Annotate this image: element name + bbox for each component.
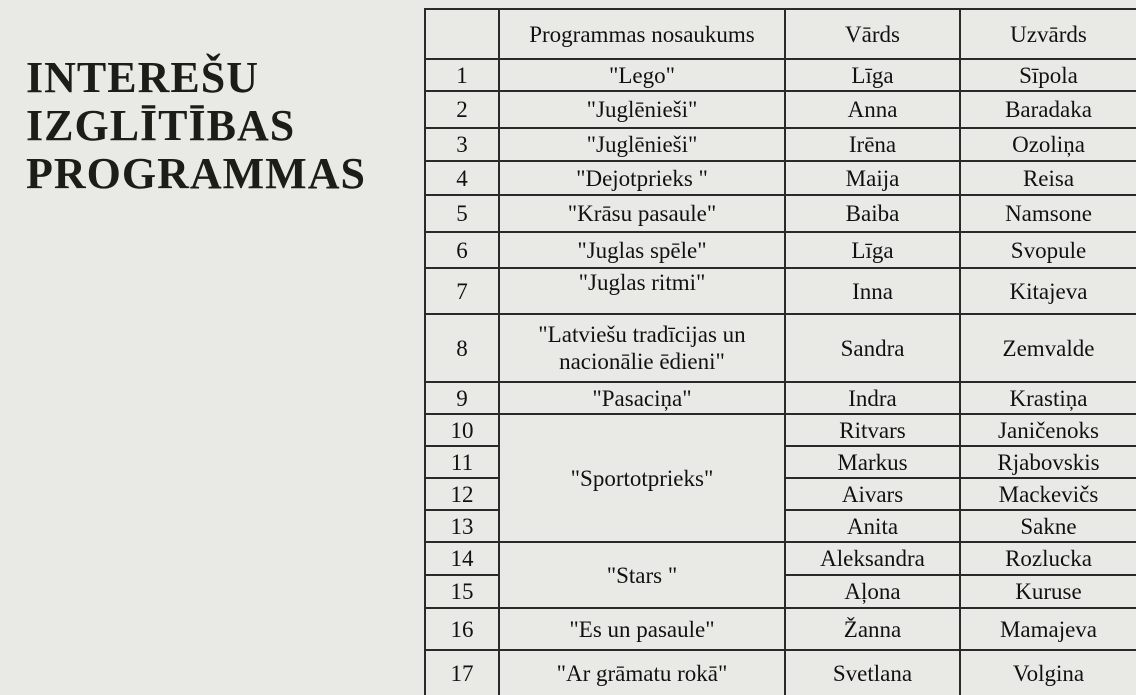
row-surname: Svopule [960, 232, 1136, 268]
row-number: 6 [425, 232, 499, 268]
table-row [425, 650, 1136, 695]
row-program: "Sportotprieks" [499, 414, 785, 542]
row-surname: Baradaka [960, 91, 1136, 128]
row-name: Inna [785, 268, 960, 314]
row-name: Līga [785, 59, 960, 91]
row-program: "Juglas spēle" [499, 232, 785, 268]
row-name: Žanna [785, 608, 960, 650]
table-row [425, 314, 1136, 382]
row-name: Maija [785, 161, 960, 195]
row-name: Aļona [785, 575, 960, 608]
row-number: 3 [425, 128, 499, 161]
table-row [425, 382, 1136, 414]
row-surname: Kitajeva [960, 268, 1136, 314]
row-program: "Dejotprieks " [499, 161, 785, 195]
row-name: Markus [785, 446, 960, 478]
row-program: "Juglēnieši" [499, 91, 785, 128]
row-number: 17 [425, 650, 499, 695]
table-header-row [425, 9, 1136, 59]
page-title-line-1: INTEREŠU [26, 53, 259, 102]
row-number: 13 [425, 510, 499, 542]
row-program: "Juglas ritmi" [499, 268, 785, 314]
table-row [425, 195, 1136, 232]
row-program: "Juglēnieši" [499, 128, 785, 161]
row-program: "Pasaciņa" [499, 382, 785, 414]
row-name: Aivars [785, 478, 960, 510]
table-row [425, 268, 1136, 314]
row-surname: Sakne [960, 510, 1136, 542]
row-surname: Mackevičs [960, 478, 1136, 510]
table-row [425, 414, 1136, 446]
row-name: Baiba [785, 195, 960, 232]
row-program: "Lego" [499, 59, 785, 91]
table-row [425, 128, 1136, 161]
header-program: Programmas nosaukums [499, 9, 785, 59]
programs-table [424, 8, 1136, 695]
table-row [425, 161, 1136, 195]
row-number: 11 [425, 446, 499, 478]
row-name: Irēna [785, 128, 960, 161]
row-name: Sandra [785, 314, 960, 382]
table-row [425, 59, 1136, 91]
row-number: 12 [425, 478, 499, 510]
row-name: Svetlana [785, 650, 960, 695]
row-surname: Ozoliņa [960, 128, 1136, 161]
row-surname: Zemvalde [960, 314, 1136, 382]
table-row [425, 542, 1136, 575]
row-number: 15 [425, 575, 499, 608]
row-number: 5 [425, 195, 499, 232]
table-row [425, 91, 1136, 128]
row-surname: Reisa [960, 161, 1136, 195]
row-program: "Stars " [499, 542, 785, 608]
page-title [26, 54, 416, 198]
row-surname: Rjabovskis [960, 446, 1136, 478]
row-number: 2 [425, 91, 499, 128]
row-number: 8 [425, 314, 499, 382]
row-program: "Krāsu pasaule" [499, 195, 785, 232]
row-program: "Latviešu tradīcijas un nacionālie ēdieni" [499, 314, 785, 382]
page-title-line-3: PROGRAMMAS [26, 149, 366, 198]
table-row [425, 232, 1136, 268]
row-surname: Sīpola [960, 59, 1136, 91]
row-surname: Janičenoks [960, 414, 1136, 446]
row-name: Anna [785, 91, 960, 128]
header-name: Vārds [785, 9, 960, 59]
row-program: "Es un pasaule" [499, 608, 785, 650]
row-number: 14 [425, 542, 499, 575]
row-name: Aleksandra [785, 542, 960, 575]
row-program: "Ar grāmatu rokā" [499, 650, 785, 695]
row-name: Anita [785, 510, 960, 542]
table-row [425, 608, 1136, 650]
header-number [425, 9, 499, 59]
row-surname: Rozlucka [960, 542, 1136, 575]
row-number: 4 [425, 161, 499, 195]
row-surname: Kuruse [960, 575, 1136, 608]
row-surname: Volgina [960, 650, 1136, 695]
row-number: 16 [425, 608, 499, 650]
row-number: 9 [425, 382, 499, 414]
row-surname: Namsone [960, 195, 1136, 232]
row-surname: Krastiņa [960, 382, 1136, 414]
row-number: 1 [425, 59, 499, 91]
row-name: Indra [785, 382, 960, 414]
row-number: 7 [425, 268, 499, 314]
row-name: Ritvars [785, 414, 960, 446]
page-title-line-2: IZGLĪTĪBAS [26, 101, 296, 150]
row-surname: Mamajeva [960, 608, 1136, 650]
row-number: 10 [425, 414, 499, 446]
row-name: Līga [785, 232, 960, 268]
header-surname: Uzvārds [960, 9, 1136, 59]
